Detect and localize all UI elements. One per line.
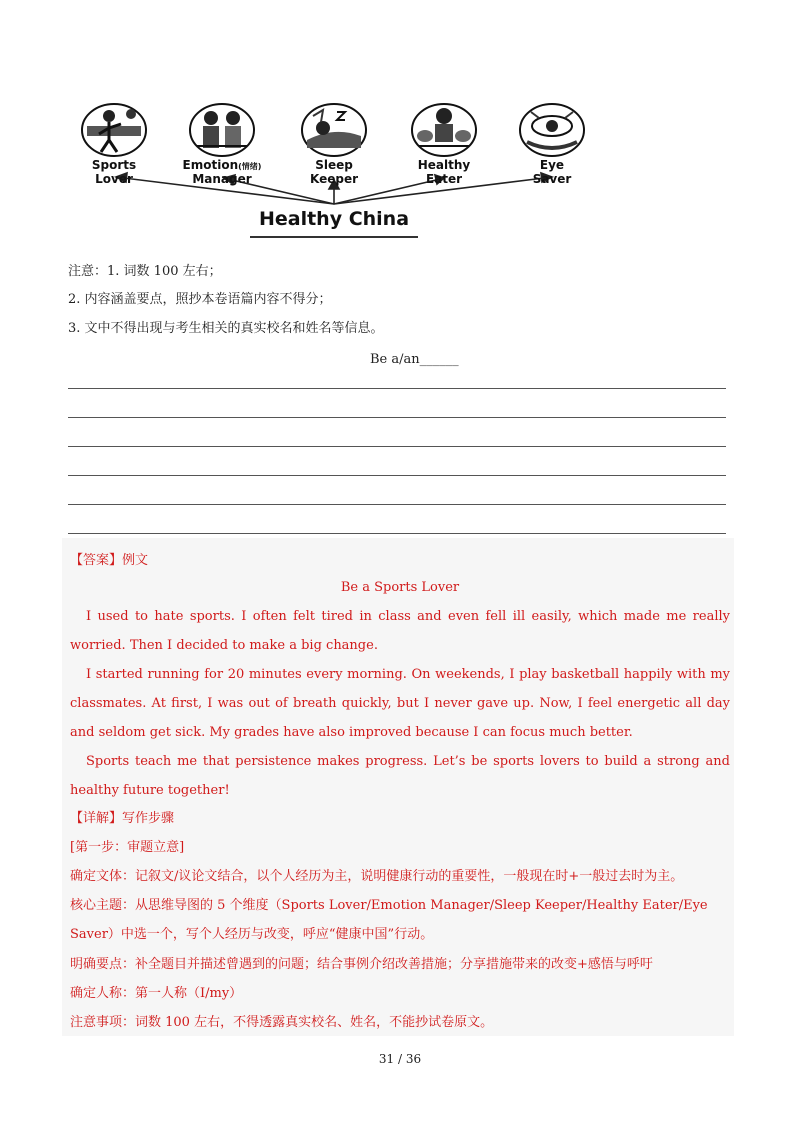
sports-illustration-icon — [79, 96, 149, 158]
essay-paragraph-3: Sports teach me that persistence makes progress. Let’s be sports lovers to build a strong and healthy future together! — [70, 754, 730, 798]
writing-line — [68, 388, 726, 389]
detail-line-person: 确定人称：第一人称（I/my） — [70, 986, 243, 1001]
node-sleep-keeper — [284, 96, 384, 186]
node-healthy-eater — [394, 96, 494, 186]
detail-line-notes: 注意事项：词数 100 左右，不得透露真实校名、姓名，不能抄试卷原文。 — [70, 1015, 494, 1030]
diagram-center-title: Healthy China — [258, 208, 410, 230]
node-sports-lover — [64, 96, 164, 186]
node-emotion-manager — [172, 96, 272, 186]
writing-line — [68, 417, 726, 418]
eye-illustration-icon — [517, 96, 587, 158]
node-label: Eye Saver — [532, 158, 572, 186]
note-line-3: 3. 文中不得出现与考生相关的真实校名和姓名等信息。 — [68, 321, 384, 336]
emotion-illustration-icon — [187, 96, 257, 158]
note-line-2: 2. 内容涵盖要点，照抄本卷语篇内容不得分； — [68, 292, 332, 307]
writing-line — [68, 475, 726, 476]
node-label: Sleep Keeper — [309, 158, 358, 186]
page-number: 31 / 36 — [378, 1052, 422, 1066]
sleep-illustration-icon — [299, 96, 369, 158]
essay-paragraph-2: I started running for 20 minutes every morning. On weekends, I play basketball happily with my classmates. At first, I was out of breath quickly, but I never gave up. Now, I feel energetic all day and seldom get sick. My grades have also improved because I can focus much better. — [70, 667, 730, 740]
writing-line — [68, 504, 726, 505]
eater-illustration-icon — [409, 96, 479, 158]
node-label: Healthy Eater — [417, 158, 471, 186]
node-label: Emotion(情绪) Manager — [182, 158, 262, 186]
writing-line — [68, 533, 726, 534]
essay-paragraph-1: I used to hate sports. I often felt tired in class and even fell ill easily, which made me really worried. Then I decided to make a big change. — [70, 609, 730, 653]
healthy-china-diagram — [64, 96, 624, 246]
answer-heading: 【答案】例文 — [70, 553, 149, 568]
center-title-underline — [250, 236, 418, 238]
note-line-1: 注意：1. 词数 100 左右； — [68, 264, 222, 279]
detail-step: [第一步：审题立意] — [70, 840, 185, 855]
writing-prompt: Be a/an______ — [370, 352, 459, 367]
essay-title: Be a Sports Lover — [340, 580, 460, 595]
detail-line-theme: 核心主题：从思维导图的 5 个维度（Sports Lover/Emotion Manager/Sleep Keeper/Healthy Eater/Eye Saver）中选一个，写个人经历与改变，呼应“健康中国”行动。 — [70, 898, 708, 942]
detail-heading: 【详解】写作步骤 — [70, 811, 175, 826]
detail-line-genre: 确定文体：记叙文/议论文结合，以个人经历为主，说明健康行动的重要性，一般现在时+一般过去时为主。 — [70, 869, 684, 884]
node-eye-saver — [502, 96, 602, 186]
detail-line-points: 明确要点：补全题目并描述曾遇到的问题；结合事例介绍改善措施；分享措施带来的改变+感悟与呼吁 — [70, 957, 653, 972]
node-label: Sports Lover — [91, 158, 137, 186]
writing-line — [68, 446, 726, 447]
